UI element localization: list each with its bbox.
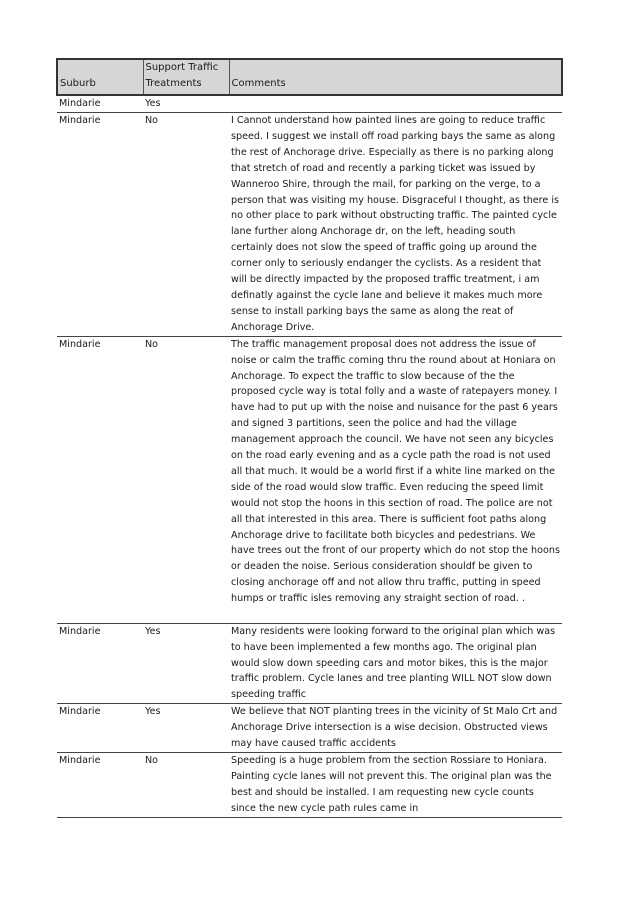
cell-suburb: Mindarie bbox=[57, 113, 143, 337]
cell-support: No bbox=[143, 113, 229, 337]
cell-comment: We believe that NOT planting trees in the vicinity of St Malo Crt and Anchorage Drive intersection is a wise decision. Obstructed views may have caused traffic accidents bbox=[229, 704, 562, 753]
cell-comment: Speeding is a huge problem from the section Rossiare to Honiara. Painting cycle lanes will not prevent this. The original plan was the best and should be installed. I am requesting new cycle counts since the new cycle path rules came in bbox=[229, 752, 562, 817]
table-row bbox=[57, 95, 562, 113]
table-row bbox=[57, 752, 562, 817]
header-row bbox=[57, 59, 562, 95]
cell-suburb: Mindarie bbox=[57, 336, 143, 623]
cell-comment: The traffic management proposal does not address the issue of noise or calm the traffic coming thru the round about at Honiara on Anchorage. To expect the traffic to slow because of the the proposed cycle way is total folly and a waste of ratepayers money. I have had to put up with the noise and nuisance for the past 6 years and signed 3 partitions, seen the police and had the village management approach the council. We have not seen any bicycles on the road early evening and as a cycle path the road is not used all that much. It would be a world first if a white line marked on the side of the road would slow traffic. Even reducing the speed limit would not stop the hoons in this section of road. The police are not all that interested in this area. There is sufficient foot paths along Anchorage drive to facilitate both bicycles and pedestrians. We have trees out the front of our property which do not stop the hoons or deaden the noise. Serious consideration shouldf be given to closing anchorage off and not allow thru traffic, putting in speed humps or traffic isles removing any straight section of road. . bbox=[229, 336, 562, 623]
cell-suburb: Mindarie bbox=[57, 752, 143, 817]
cell-comment: Many residents were looking forward to the original plan which was to have been implemented a few months ago. The original plan would slow down speeding cars and motor bikes, this is the major traffic problem. Cycle lanes and tree planting WILL NOT slow down speeding traffic bbox=[229, 623, 562, 704]
submissions-table bbox=[56, 58, 563, 818]
table-row bbox=[57, 704, 562, 753]
cell-support: No bbox=[143, 752, 229, 817]
header-suburb: Suburb bbox=[57, 59, 143, 95]
table-row bbox=[57, 113, 562, 337]
cell-support: No bbox=[143, 336, 229, 623]
cell-suburb: Mindarie bbox=[57, 623, 143, 704]
cell-comment: I Cannot understand how painted lines are going to reduce traffic speed. I suggest we install off road parking bays the same as along the rest of Anchorage drive. Especially as there is no parking along that stretch of road and recently a parking ticket was issued by Wanneroo Shire, through the mail, for parking on the verge, to a person that was visiting my house. Disgraceful I thought, as there is no other place to park without obstructing traffic. The painted cycle lane further along Anchorage dr, on the left, heading south certainly does not slow the speed of traffic going up around the corner only to seriously endanger the cyclists. As a resident that will be directly impacted by the proposed traffic treatment, i am definatly against the cycle lane and believe it makes much more sense to install parking bays the same as along the reat of Anchorage Drive. bbox=[229, 113, 562, 337]
table-row bbox=[57, 336, 562, 623]
cell-suburb: Mindarie bbox=[57, 95, 143, 113]
submissions-sheet bbox=[56, 58, 561, 818]
cell-support: Yes bbox=[143, 95, 229, 113]
cell-suburb: Mindarie bbox=[57, 704, 143, 753]
cell-comment bbox=[229, 95, 562, 113]
cell-support: Yes bbox=[143, 704, 229, 753]
header-comments: Comments bbox=[229, 59, 562, 95]
cell-support: Yes bbox=[143, 623, 229, 704]
header-support: Support Traffic Treatments bbox=[143, 59, 229, 95]
table-row bbox=[57, 623, 562, 704]
